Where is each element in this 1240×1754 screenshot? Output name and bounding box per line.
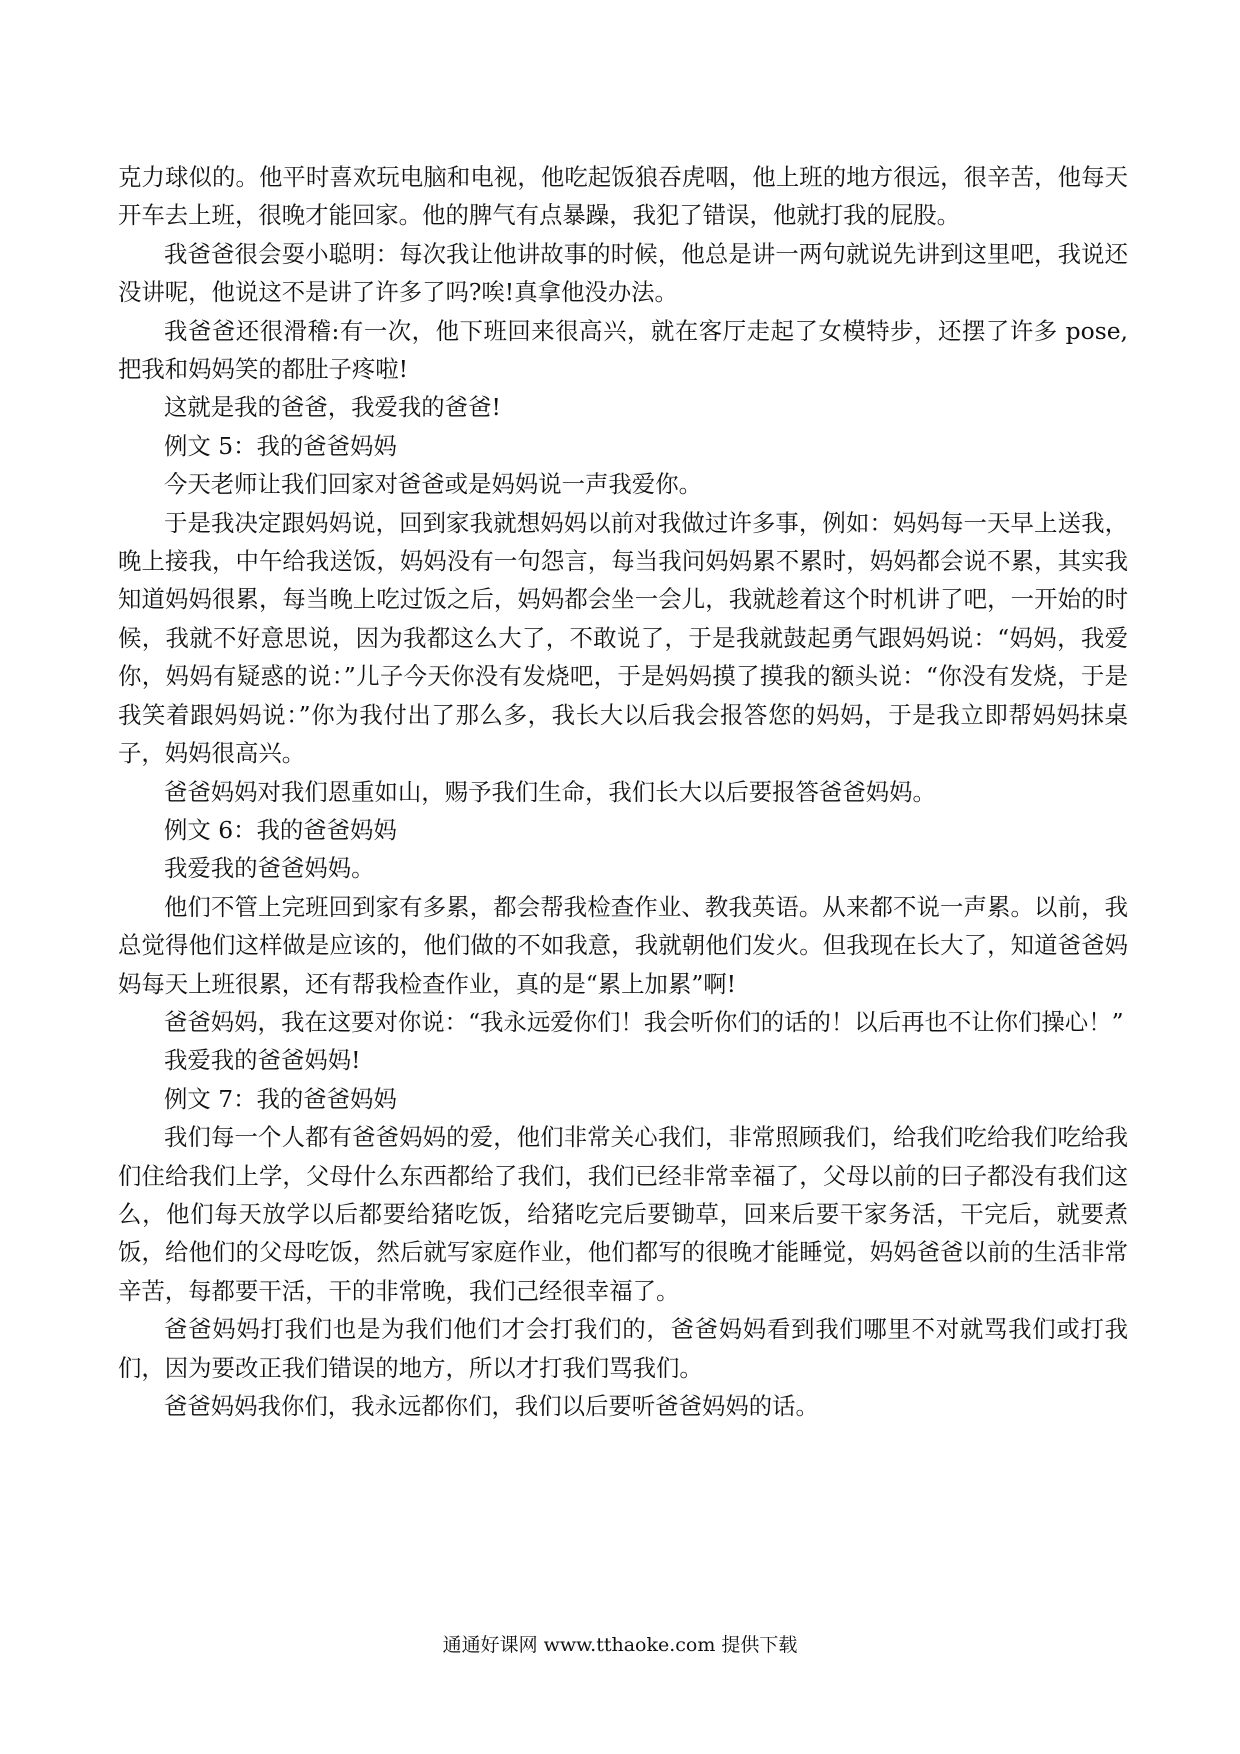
paragraph: 今天老师让我们回家对爸爸或是妈妈说一声我爱你。 xyxy=(164,470,702,499)
paragraph: 我爸爸很会耍小聪明：每次我让他讲故事的时候，他总是讲一两句就说先讲到这里吧，我说还没讲呢，他说这不是讲了许多了吗?唉!真拿他没办法。 xyxy=(118,239,1128,307)
section-heading: 例文 7：我的爸爸妈妈 xyxy=(164,1084,397,1113)
paragraph: 爸爸妈妈打我们也是为我们他们才会打我们的，爸爸妈妈看到我们哪里不对就骂我们或打我们，因为要改正我们错误的地方，所以才打我们骂我们。 xyxy=(118,1315,1128,1382)
paragraph: 爸爸妈妈，我在这要对你说：“我永远爱你们！我会听你们的话的！以后再也不让你们操心！” xyxy=(164,1007,1124,1036)
paragraph: 我们每一个人都有爸爸妈妈的爱，他们非常关心我们，非常照顾我们，给我们吃给我们吃给我们住给我们上学，父母什么东西都给了我们，我们已经非常幸福了，父母以前的曰子都没有我们这么，他们每天放学以后都要给猪吃饭，给猪吃完后要锄草，回来后要干家务活，干完后，就要煮饭，给他们的父母吃饭，然后就写家庭作业，他们都写的很晚才能睡觉，妈妈爸爸以前的生活非常辛苦，每都要干活，干的非常晚，我们己经很幸福了。 xyxy=(118,1123,1128,1305)
paragraph: 我爸爸还很滑稽:有一次，他下班回来很高兴，就在客厅走起了女模特步，还摆了许多 pose,把我和妈妈笑的都肚子疼啦! xyxy=(118,316,1128,384)
paragraph: 我爱我的爸爸妈妈。 xyxy=(164,854,375,883)
paragraph: 爸爸妈妈对我们恩重如山，赐予我们生命，我们长大以后要报答爸爸妈妈。 xyxy=(164,777,936,806)
paragraph: 克力球似的。他平时喜欢玩电脑和电视，他吃起饭狼吞虎咽，他上班的地方很远，很辛苦，他每天开车去上班，很晚才能回家。他的脾气有点暴躁，我犯了错误，他就打我的屁股。 xyxy=(118,163,1128,230)
document-body xyxy=(118,158,1128,1425)
section-heading: 例文 5：我的爸爸妈妈 xyxy=(164,431,397,460)
section-heading: 例文 6：我的爸爸妈妈 xyxy=(164,815,397,844)
paragraph: 他们不管上完班回到家有多累，都会帮我检查作业、教我英语。从来都不说一声累。以前，我总觉得他们这样做是应该的，他们做的不如我意，我就朝他们发火。但我现在长大了，知道爸爸妈妈每天上班很累，还有帮我检查作业，真的是“累上加累”啊! xyxy=(118,892,1128,998)
paragraph: 我爱我的爸爸妈妈! xyxy=(164,1046,361,1075)
paragraph: 于是我决定跟妈妈说，回到家我就想妈妈以前对我做过许多事，例如：妈妈每一天早上送我，晚上接我，中午给我送饭，妈妈没有一句怨言，每当我问妈妈累不累时，妈妈都会说不累，其实我知道妈妈很累，每当晚上吃过饭之后，妈妈都会坐一会儿，我就趁着这个时机讲了吧，一开始的时候，我就不好意思说，因为我都这么大了，不敢说了，于是我就鼓起勇气跟妈妈说：“妈妈，我爱你，妈妈有疑惑的说：”儿子今天你没有发烧吧，于是妈妈摸了摸我的额头说：“你没有发烧，于是我笑着跟妈妈说：”你为我付出了那么多，我长大以后我会报答您的妈妈，于是我立即帮妈妈抹桌子，妈妈很高兴。 xyxy=(118,508,1128,768)
paragraph: 爸爸妈妈我你们，我永远都你们，我们以后要听爸爸妈妈的话。 xyxy=(164,1392,819,1420)
paragraph: 这就是我的爸爸，我爱我的爸爸! xyxy=(164,393,501,422)
page-footer: 通通好课网 www.tthaoke.com 提供下载 xyxy=(442,1634,798,1656)
